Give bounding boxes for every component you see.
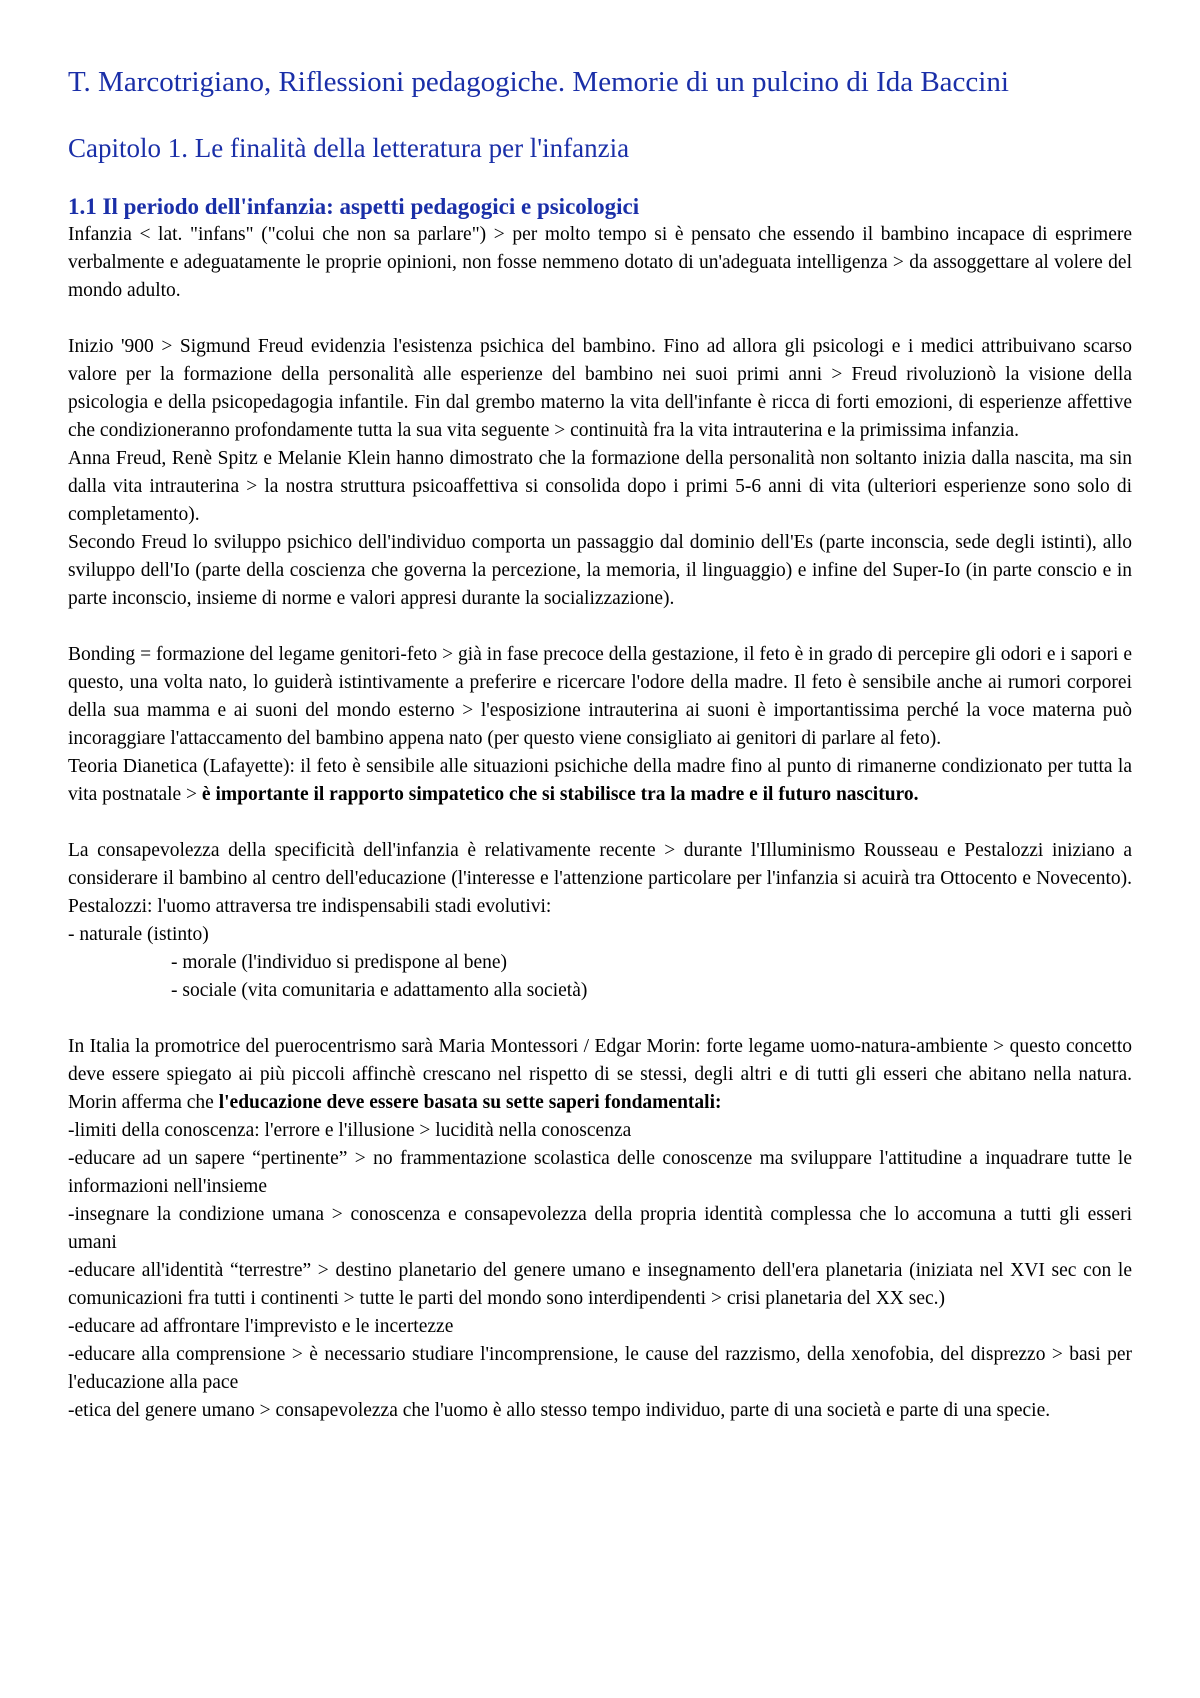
paragraph-freud: Inizio '900 > Sigmund Freud evidenzia l'esistenza psichica del bambino. Fino ad allora gli psicologi e i medici attribuivano scarso valore per la formazione della personalità alle esperienze del bambino nei suoi primi anni > Freud rivoluzionò la visione della psicologia e della psicopedagogia infantile. Fin dal grembo materno la vita dell'infante è ricca di forti emozioni, di esperienze affettive che condizioneranno profondamente tutta la sua vita seguente > continuità fra la vita intrauterina e la primissima infanzia.	[68, 336, 1132, 441]
stage-item: - morale (l'individuo si predispone al bene)	[171, 952, 508, 973]
paragraph-gap	[68, 1005, 1132, 1033]
paragraph-infanzia: Infanzia < lat. "infans" ("colui che non sa parlare") > per molto tempo si è pensato che essendo il bambino incapace di esprimere verbalmente e adeguatamente le proprie opinioni, non fosse nemmeno dotato di un'adeguata intelligenza > da assoggettare al volere del mondo adulto.	[68, 224, 1132, 301]
paragraph-sviluppo-psichico: Secondo Freud lo sviluppo psichico dell'individuo comporta un passaggio dal dominio dell'Es (parte inconscia, sede degli istinti), allo sviluppo dell'Io (parte della coscienza che governa la percezione, la memoria, il linguaggio) e infine del Super-Io (in parte conscio e in parte inconscio, insieme di norme e valori appresi durante la socializzazione).	[68, 532, 1132, 609]
sapere-item: -limiti della conoscenza: l'errore e l'illusione > lucidità nella conoscenza	[68, 1120, 632, 1141]
document-title: T. Marcotrigiano, Riflessioni pedagogiche. Memorie di un pulcino di Ida Baccini	[68, 66, 1009, 98]
paragraph-anna-freud: Anna Freud, Renè Spitz e Melanie Klein hanno dimostrato che la formazione della personalità non soltanto inizia dalla nascita, ma sin dalla vita intrauterina > la nostra struttura psicoaffettiva si consolida dopo i primi 5-6 anni di vita (ulteriori esperienze sono solo di completamento).	[68, 448, 1132, 525]
stage-item: - sociale (vita comunitaria e adattamento alla società)	[171, 980, 588, 1001]
stage-item: - naturale (istinto)	[68, 924, 209, 945]
paragraph-consapevolezza: La consapevolezza della specificità dell'infanzia è relativamente recente > durante l'Illuminismo Rousseau e Pestalozzi iniziano a considerare il bambino al centro dell'educazione (l'interesse e l'attenzione particolare per l'infanzia si acuirà tra Ottocento e Novecento). Pestalozzi: l'uomo attraversa tre indispensabili stadi evolutivi:	[68, 840, 1132, 917]
section-heading: 1.1 Il periodo dell'infanzia: aspetti pedagogici e psicologici	[68, 194, 640, 219]
paragraph-dianetica	[68, 753, 1132, 809]
paragraph-gap	[68, 305, 1132, 333]
dianetica-bold-text: è importante il rapporto simpatetico che si stabilisce tra la madre e il futuro nascituro.	[201, 784, 919, 805]
sapere-item: -educare all'identità “terrestre” > destino planetario del genere umano e insegnamento dell'era planetaria (iniziata nel XVI sec con le comunicazioni fra tutti i continenti > tutte le parti del mondo sono interdipendenti > crisi planetaria del XX sec.)	[68, 1260, 1132, 1309]
dianetica-text: Teoria Dianetica (Lafayette): il feto è sensibile alle situazioni psichiche della madre fino al punto di rimanerne condizionato per tutta la vita postnatale >	[68, 756, 1132, 805]
paragraph-gap	[68, 613, 1132, 641]
paragraph-bonding: Bonding = formazione del legame genitori-feto > già in fase precoce della gestazione, il feto è in grado di percepire gli odori e i sapori e questo, una volta nato, lo guiderà istintivamente a preferire e ricercare l'odore della madre. Il feto è sensibile anche ai rumori corporei della sua mamma e ai suoni del mondo esterno > l'esposizione intrauterina ai suoni è importantissima perché la voce materna può incoraggiare l'attaccamento del bambino appena nato (per questo viene consigliato ai genitori di parlare al feto).	[68, 644, 1132, 749]
sapere-item: -etica del genere umano > consapevolezza che l'uomo è allo stesso tempo individuo, parte di una società e parte di una specie.	[68, 1400, 1051, 1421]
morin-text: In Italia la promotrice del puerocentrismo sarà Maria Montessori / Edgar Morin: forte legame uomo-natura-ambiente > questo concetto deve essere spiegato ai più piccoli affinchè crescano nel rispetto di se stessi, degli altri e di tutti gli esseri che abitano nella natura. Morin afferma che	[68, 1036, 1132, 1113]
sapere-item: -educare ad affrontare l'imprevisto e le incertezze	[68, 1316, 454, 1337]
paragraph-montessori-morin	[68, 1033, 1132, 1117]
chapter-heading: Capitolo 1. Le finalità della letteratura per l'infanzia	[68, 133, 630, 163]
sapere-item: -educare alla comprensione > è necessario studiare l'incomprensione, le cause del razzismo, della xenofobia, del disprezzo > basi per l'educazione alla pace	[68, 1344, 1132, 1393]
sapere-item: -insegnare la condizione umana > conoscenza e consapevolezza della propria identità complessa che lo accomuna a tutti gli esseri umani	[68, 1204, 1132, 1253]
morin-bold-text: l'educazione deve essere basata su sette saperi fondamentali:	[218, 1092, 722, 1113]
paragraph-gap	[68, 809, 1132, 837]
sapere-item: -educare ad un sapere “pertinente” > no frammentazione scolastica delle conoscenze ma sviluppare l'attitudine a inquadrare tutte le informazioni nell'insieme	[68, 1148, 1132, 1197]
